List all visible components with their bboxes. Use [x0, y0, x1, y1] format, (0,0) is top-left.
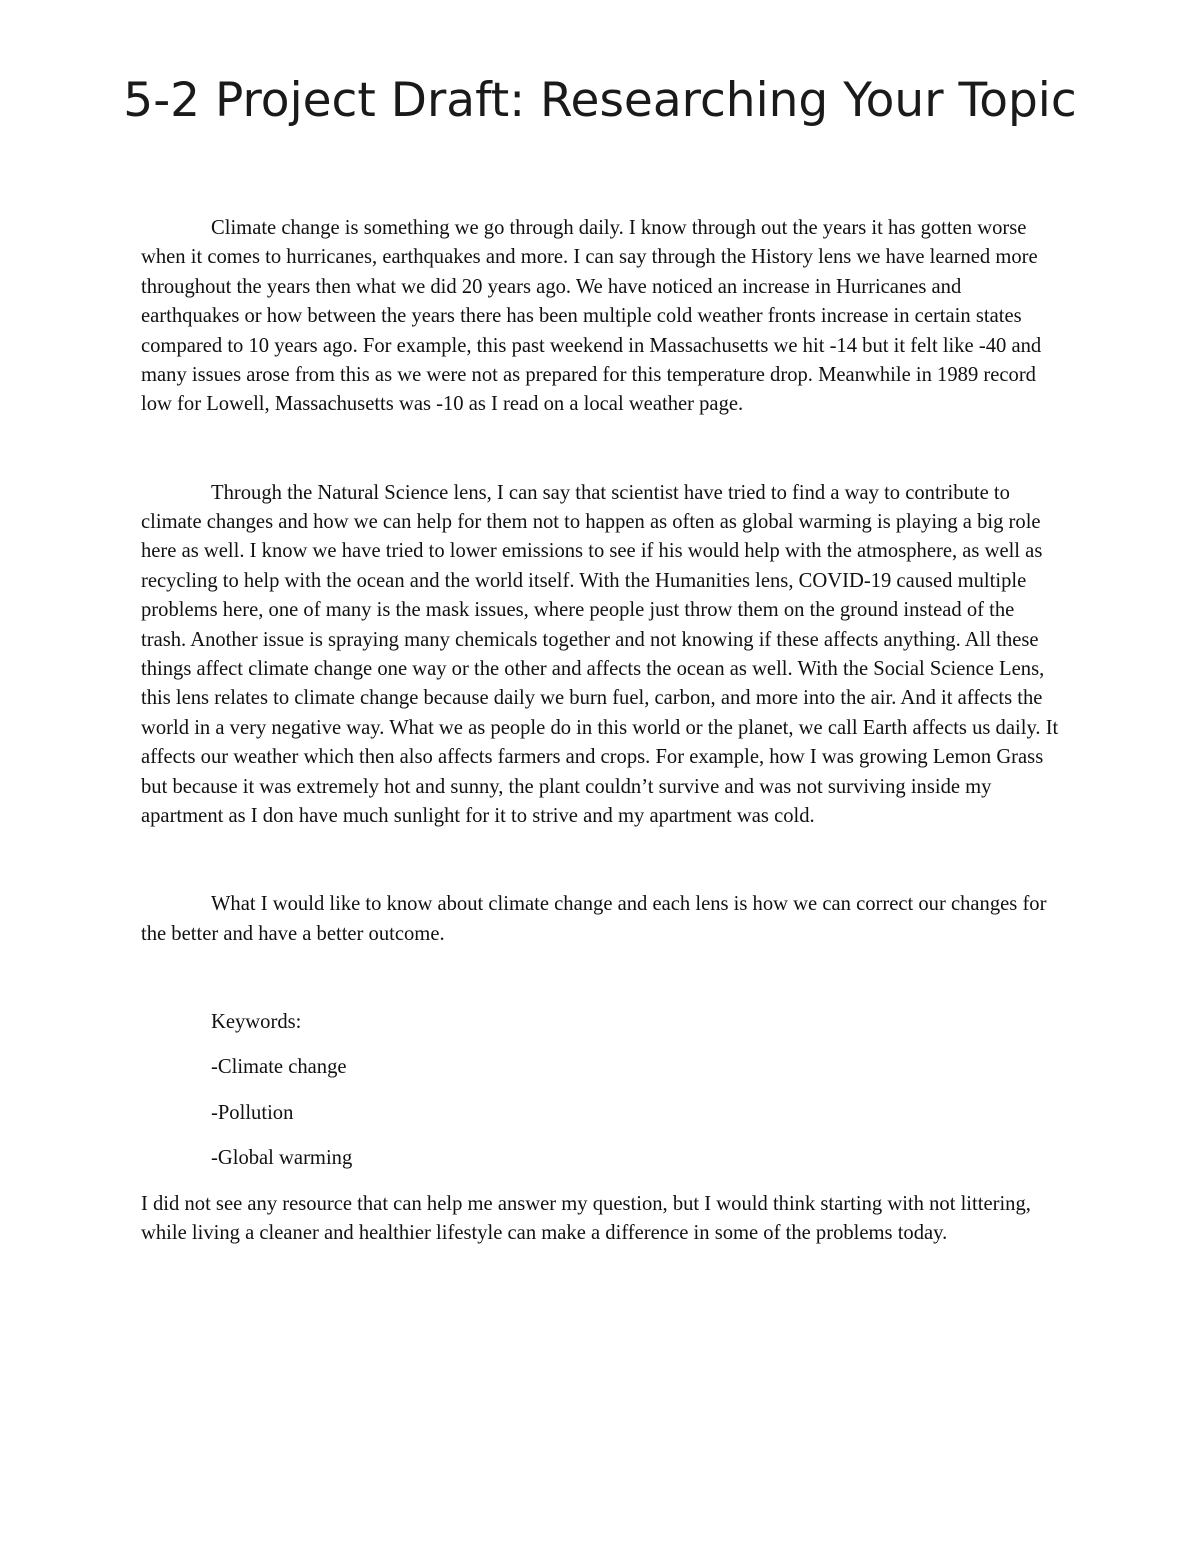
- paragraph-history-lens: Climate change is something we go through daily. I know through out the years it has gotten worse when it comes to hurricanes, earthquakes and more. I can say through the History lens we have learned more throughout the years then what we did 20 years ago. We have noticed an increase in Hurricanes and earthquakes or how between the years there has been multiple cold weather fronts increase in certain states compared to 10 years ago. For example, this past weekend in Massachusetts we hit -14 but it felt like -40 and many issues arose from this as we were not as prepared for this temperature drop. Meanwhile in 1989 record low for Lowell, Massachusetts was -10 as I read on a local weather page.: [141, 217, 1042, 416]
- keyword-item: -Pollution: [211, 1101, 294, 1124]
- paragraph-lenses: Through the Natural Science lens, I can say that scientist have tried to find a way to contribute to climate changes and how we can help for them not to happen as often as global warming is playing a big role here as well. I know we have tried to lower emissions to see if his would help with the atmosphere, as well as recycling to help with the ocean and the world itself. With the Humanities lens, COVID-19 caused multiple problems here, one of many is the mask issues, where people just throw them on the ground instead of the trash. Another issue is spraying many chemicals together and not knowing if these affects anything. All these things affect climate change one way or the other and affects the ocean as well. With the Social Science Lens, this lens relates to climate change because daily we burn fuel, carbon, and more into the air. And it affects the world in a very negative way. What we as people do in this world or the planet, we call Earth affects us daily. It affects our weather which then also affects farmers and crops. For example, how I was growing Lemon Grass but because it was extremely hot and sunny, the plant couldn’t survive and was not surviving inside my apartment as I don have much sunlight for it to strive and my apartment was cold.: [141, 481, 1059, 828]
- keywords-label: Keywords:: [211, 1010, 302, 1033]
- keyword-item: -Global warming: [211, 1147, 353, 1170]
- closing-paragraph: I did not see any resource that can help me answer my question, but I would think starting with not littering, while living a cleaner and healthier lifestyle can make a difference in some of the problems today.: [141, 1192, 1031, 1244]
- document-title: 5-2 Project Draft: Researching Your Topic: [123, 73, 1077, 128]
- document-body: [141, 214, 1061, 1248]
- paragraph-question: What I would like to know about climate change and each lens is how we can correct our changes for the better and have a better outcome.: [141, 893, 1047, 945]
- keyword-item: -Climate change: [211, 1056, 347, 1079]
